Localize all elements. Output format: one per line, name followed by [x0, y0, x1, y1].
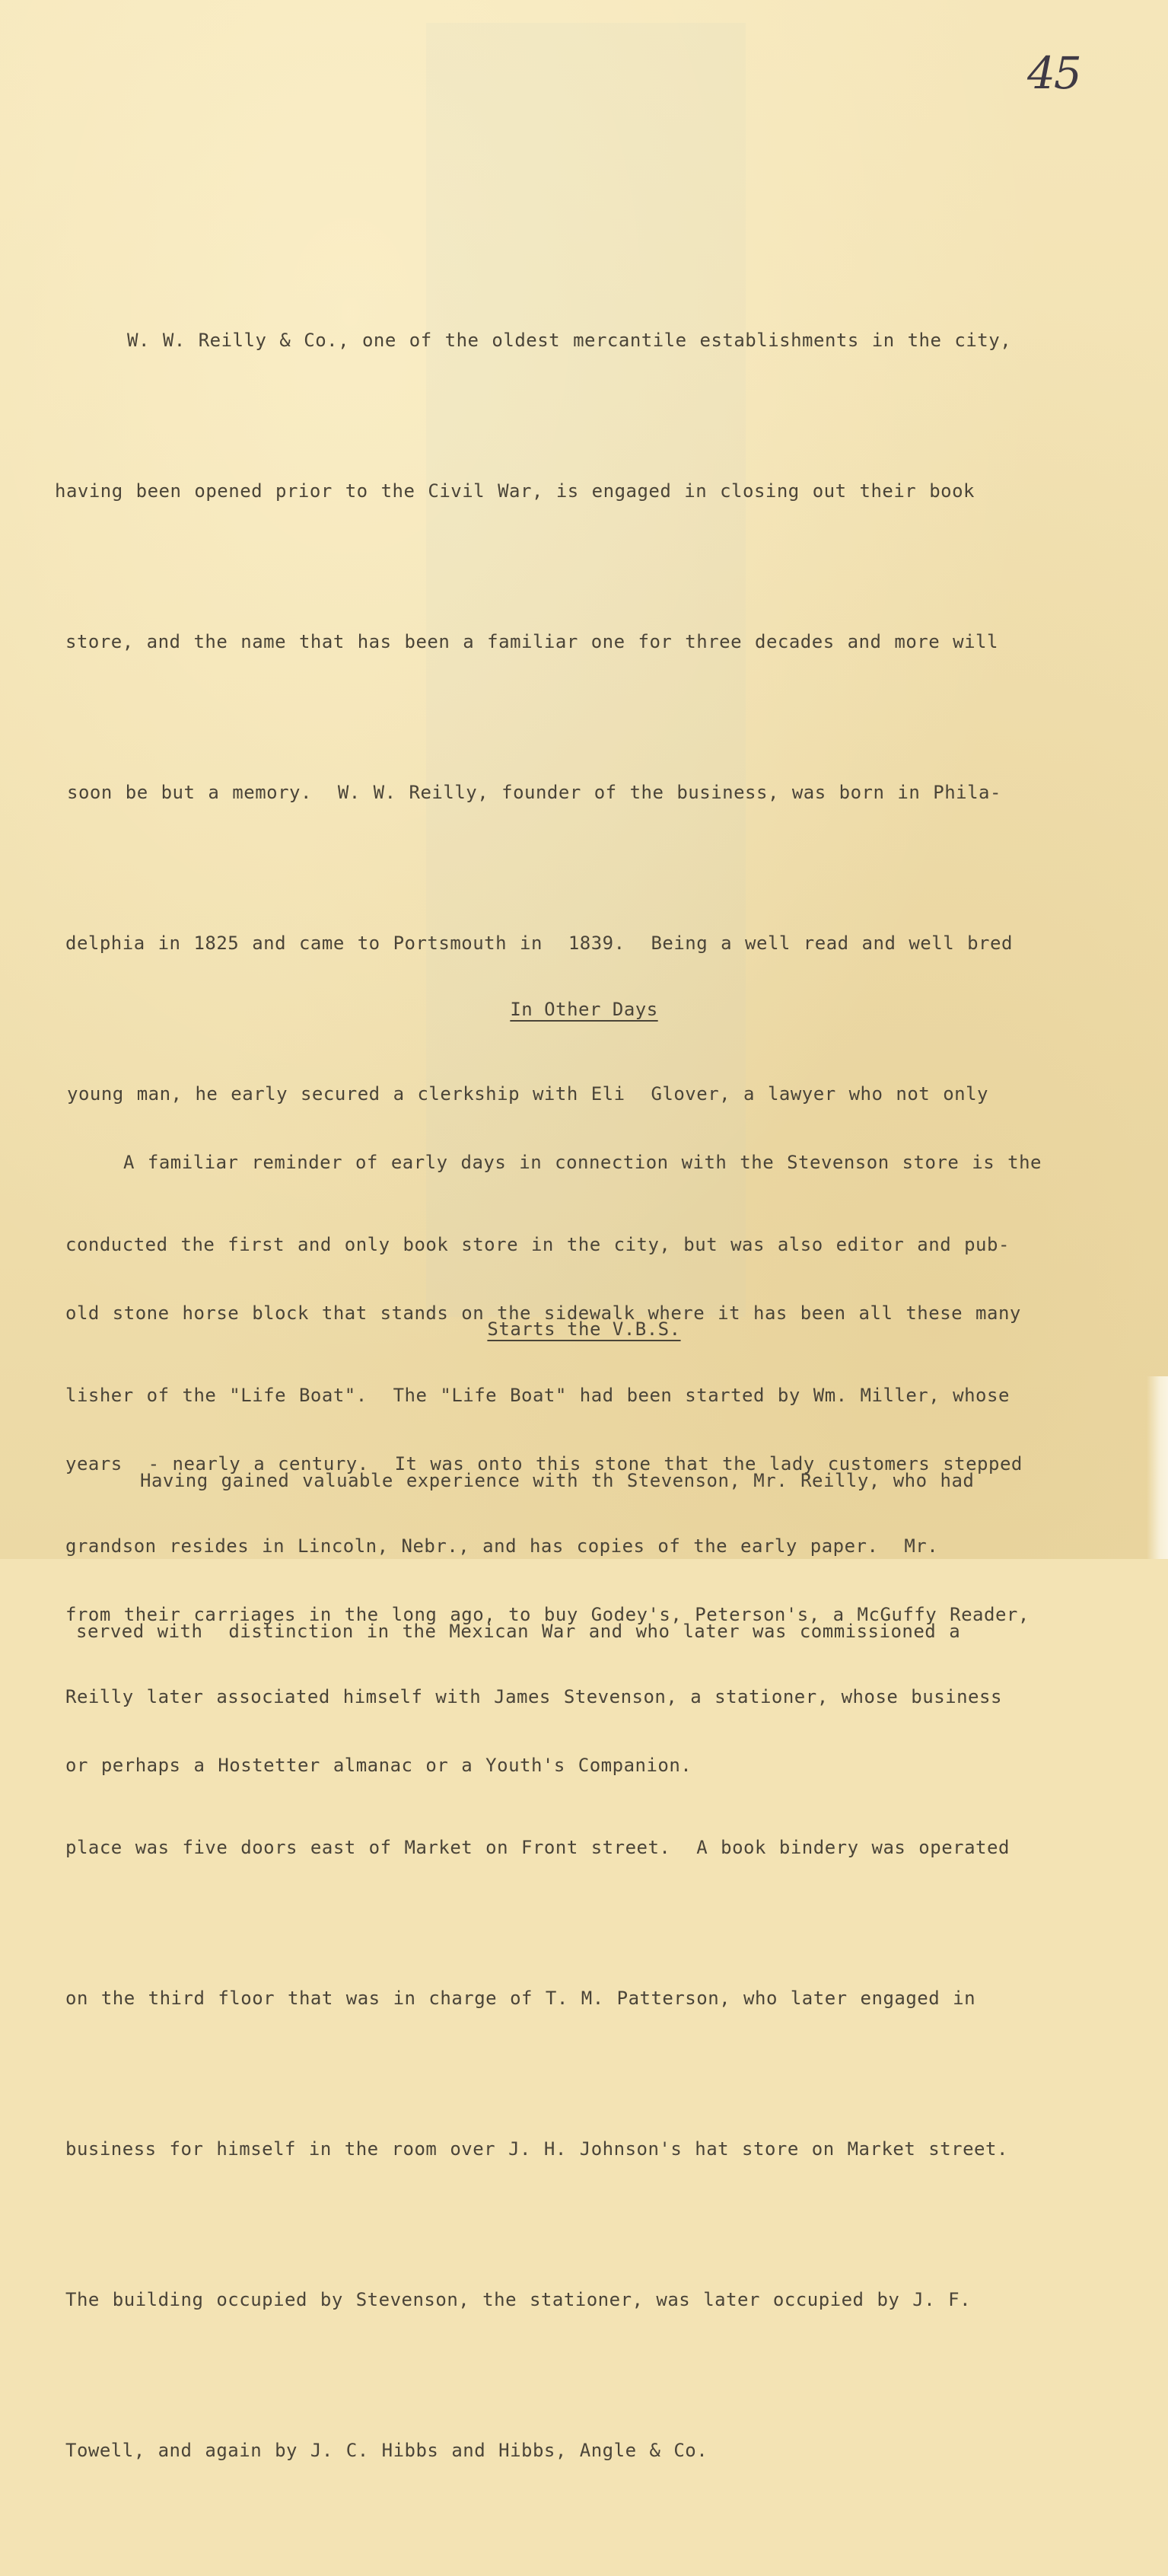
text-line: Towell, and again by J. C. Hibbs and Hibbs, Angle & Co.: [65, 2440, 708, 2461]
page-corner-fold: [1147, 1376, 1168, 1559]
text-line: A familiar reminder of early days in connection with the Stevenson store is the: [123, 1152, 1042, 1173]
text-line: store, and the name that has been a familiar one for three decades and more will: [65, 631, 998, 652]
text-line: or perhaps a Hostetter almanac or a Youth's Companion.: [65, 1755, 692, 1776]
text-line: W. W. Reilly & Co., one of the oldest mercantile establishments in the city,: [127, 330, 1012, 351]
text-line: young man, he early secured a clerkship with Eli Glover, a lawyer who not only: [67, 1083, 988, 1105]
text-line: on the third floor that was in charge of T. M. Patterson, who later engaged in: [65, 1988, 976, 2009]
text-line: business for himself in the room over J. H. Johnson's hat store on Market street.: [65, 2138, 1008, 2160]
section-heading-in-other-days: In Other Days: [510, 999, 658, 1020]
text-line: place was five doors east of Market on Front street. A book bindery was operated: [65, 1837, 1010, 1858]
paragraph-reilly-experience: [55, 1355, 1090, 1757]
text-line: from their carriages in the long ago, to buy Godey's, Peterson's, a McGuffy Reader,: [65, 1604, 1030, 1625]
text-line: lisher of the "Life Boat". The "Life Boat" had been started by Wm. Miller, whose: [65, 1385, 1010, 1406]
handwritten-page-number: 45: [1027, 47, 1080, 99]
text-line: soon be but a memory. W. W. Reilly, founder of the business, was born in Phila-: [67, 782, 1001, 803]
text-line: old stone horse block that stands on the sidewalk where it has been all these many: [65, 1302, 1021, 1324]
text-line: having been opened prior to the Civil War, is engaged in closing out their book: [55, 480, 975, 502]
text-line: grandson resides in Lincoln, Nebr., and has copies of the early paper. Mr.: [65, 1535, 939, 1557]
text-line: served with distinction in the Mexican War and who later was commissioned a: [76, 1621, 961, 1642]
text-line: The building occupied by Stevenson, the stationer, was later occupied by J. F.: [65, 2289, 972, 2310]
text-line: years - nearly a century. It was onto this stone that the lady customers stepped: [65, 1453, 1023, 1475]
text-line: Reilly later associated himself with James Stevenson, a stationer, whose business: [65, 1686, 1002, 1707]
section-heading-starts-vbs: Starts the V.B.S.: [487, 1318, 681, 1340]
text-line: Having gained valuable experience with th Stevenson, Mr. Reilly, who had: [140, 1470, 975, 1491]
text-line: delphia in 1825 and came to Portsmouth in 1839. Being a well read and well bred: [65, 933, 1013, 954]
text-line: conducted the first and only book store in the city, but was also editor and pub-: [65, 1234, 1010, 1255]
